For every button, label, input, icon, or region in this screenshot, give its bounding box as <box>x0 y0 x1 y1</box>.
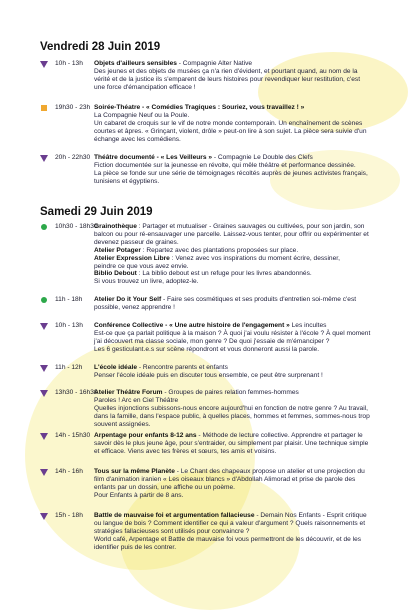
event-description <box>94 104 410 144</box>
event-line: et efficace. Viens avec tes frères et sœurs, tes amis et voisins. <box>94 447 277 455</box>
triangle-marker <box>40 365 48 372</box>
sub-activity-name: Atelier Potager <box>94 246 141 254</box>
event-time: 14h - 15h30 <box>55 432 91 439</box>
day-title: Vendredi 28 Juin 2019 <box>40 41 161 53</box>
sub-activity-name: Biblio Debout <box>94 270 137 278</box>
event-title: Arpentage pour enfants 8-12 ans <box>94 432 197 439</box>
event-time: 11h - 12h <box>55 364 83 371</box>
event-line: Biblio Debout : La biblio debout est un refuge pour les livres abandonnés. <box>94 270 312 278</box>
event-line: Est-ce que ça parlait politique à la maison ? À quoi j'ai voulu résister à l'école ? À quel moment <box>94 329 371 337</box>
event-title: Objets d'ailleurs sensibles <box>94 60 177 67</box>
event-line: Des jeunes et des objets de musées ça n'a rien d'évident, et pourtant quand, au nom de la <box>94 67 358 75</box>
event-line: identifier puis de les contrer. <box>94 543 177 551</box>
event-line: Les 6 gesticulant.e.s sur scène répondront et vous donneront aussi la parole. <box>94 345 320 353</box>
event-line: balcon ou pour ré-ensauvager une parcelle. Laissez-vous tenter, pour offrir ou expérimenter et <box>94 230 369 238</box>
event-time: 10h30 - 18h30 <box>55 223 98 230</box>
event-line: savoir dès le plus jeune âge, pour s'entraider, ou simplement par plaisir. Une technique simple <box>94 439 369 447</box>
event-time: 10h - 13h <box>55 322 83 329</box>
event-title: Atelier Do it Your Self <box>94 296 162 303</box>
event-line: Paroles ! Arc en Ciel Théâtre <box>94 396 179 404</box>
event-title: Battle de mauvaise foi et argumentation fallacieuse <box>94 512 255 519</box>
event-line: tunisiens et égyptiens. <box>94 177 160 185</box>
event-description <box>94 322 410 354</box>
dot-marker <box>41 297 47 303</box>
event-line: peindre ce que vous avez envie. <box>94 262 189 270</box>
event-description <box>94 154 410 186</box>
triangle-marker <box>40 61 48 68</box>
event-title: Tous sur la même Planète <box>94 468 175 475</box>
triangle-marker <box>40 390 48 397</box>
event-line: World café, Arpentage et Battle de mauvaise foi vous permettront de les découvrir, et de les <box>94 535 362 543</box>
triangle-marker <box>40 323 48 330</box>
event-organizer: - Rencontre parents et enfants <box>136 364 228 371</box>
event-description <box>94 389 410 429</box>
square-marker <box>41 105 47 111</box>
event-line: Fiction documentée sur la jeunesse en révolte, qui mêle théâtre et performance dessinée. <box>94 161 356 169</box>
event-line: film d'animation iranien « Les oiseaux blancs » d'Abdollah Alimorad et prise de parole des <box>94 475 356 483</box>
event-time: 13h30 - 16h30 <box>55 389 98 396</box>
event-title: L'école idéale <box>94 364 137 371</box>
event-time: 10h - 13h <box>55 60 83 67</box>
event-time: 20h - 22h30 <box>55 154 91 161</box>
dot-marker <box>41 224 47 230</box>
day-title: Samedi 29 Juin 2019 <box>40 206 153 218</box>
triangle-marker <box>40 155 48 162</box>
event-line: La pièce se fonde sur une série de témoignages récoltés auprès de jeunes activistes français, <box>94 169 368 177</box>
event-organizer: - Méthode de lecture collective. Apprendre et partager le <box>196 432 363 439</box>
triangle-marker <box>40 513 48 520</box>
event-line: dans la famille, dans l'espace public, à quelles places, hommes et femmes, sommes-nous trop <box>94 412 370 420</box>
event-title: Atelier Théâtre Forum <box>94 389 163 396</box>
event-description <box>94 60 410 92</box>
event-organizer: - Compagnie Alter Native <box>176 60 253 67</box>
event-organizer: - Faire ses cosmétiques et ses produits d'entretien soi-même c'est <box>161 296 357 303</box>
event-line: La Compagnie Neuf ou la Poule. <box>94 111 190 119</box>
event-title: Théâtre documenté - « Les Veilleurs » <box>94 154 212 161</box>
event-organizer: - Le Chant des chapeaux propose un atelier et une projection du <box>174 468 365 475</box>
event-title: Soirée-Théatre - « Comédies Tragiques : Souriez, vous travaillez ! » <box>94 104 305 111</box>
event-organizer: - Compagnie Le Double des Clefs <box>212 154 313 161</box>
event-organizer: : Partager et mutualiser - Graines sauvages ou cultivées, pour son jardin, son <box>136 223 365 230</box>
event-line: Penser l'école idéale puis en discuter tous ensemble, ce peut être surprenant ! <box>94 371 323 379</box>
event-line: devenez passeur de graines. <box>94 238 179 246</box>
event-line: Pour Enfants à partir de 8 ans. <box>94 491 184 499</box>
event-line: j'ai découvert ma classe sociale, mon genre ? De quoi j'essaie de m'émanciper ? <box>94 337 330 345</box>
event-time: 14h - 16h <box>55 468 83 475</box>
event-organizer: - Demain Nos Enfants - Esprit critique <box>254 512 367 519</box>
event-line: Atelier Expression Libre : Venez avec vos inspirations du moment écrire, dessiner, <box>94 254 340 262</box>
event-line: Quelles injonctions subissons-nous encore aujourd'hui en fonction de notre genre ? Au travail, <box>94 404 368 412</box>
event-line: Si vous trouvez un livre, adoptez-le. <box>94 278 199 286</box>
event-description <box>94 432 410 456</box>
event-time: 11h - 18h <box>55 296 83 303</box>
event-line: enfants par un dossin, une affiche ou un poème. <box>94 483 236 491</box>
event-line: possible, venez apprendre ! <box>94 303 176 311</box>
event-description <box>94 223 410 286</box>
event-line: Un cabaret de croquis sur le vif de notre monde contemporain. Un enchaînement de scènes <box>94 119 363 127</box>
event-line: stratégies fallacieuses sont utilisés pour convaincre ? <box>94 527 250 535</box>
event-description <box>94 468 410 500</box>
event-description <box>94 512 410 552</box>
event-line: Atelier Potager : Repartez avec des plantations proposées sur place. <box>94 246 299 254</box>
event-line: souvent assignées. <box>94 420 151 428</box>
event-organizer: - Groupes de paires relation femmes-hommes <box>162 389 299 396</box>
event-line: ou langue de bois ? Comment identifier ce qui a valeur d'argument ? Quels raisonnements et <box>94 519 366 527</box>
event-time: 19h30 - 23h <box>55 104 91 111</box>
event-time: 15h - 18h <box>55 512 83 519</box>
sub-activity-name: Atelier Expression Libre <box>94 254 170 262</box>
event-line: courtes et âpres. « Grinçant, violent, drôle » peut-on lire à son sujet. La pièce sera suivie d'un <box>94 127 367 135</box>
event-organizer: Les incultes <box>289 322 327 329</box>
triangle-marker <box>40 469 48 476</box>
event-description <box>94 364 410 380</box>
event-line: échange avec les comédiens. <box>94 135 181 143</box>
event-description <box>94 296 410 312</box>
event-title: Conférence Collective - « Une autre histoire de l'engagement » <box>94 322 290 329</box>
event-line: vérité et de la justice ils s'emparent de leurs histoires pour revendiquer leur restitution, c'est <box>94 75 361 83</box>
event-title: Grainothèque <box>94 223 137 230</box>
event-line: une force d'émancipation efficace ! <box>94 83 196 91</box>
triangle-marker <box>40 433 48 440</box>
